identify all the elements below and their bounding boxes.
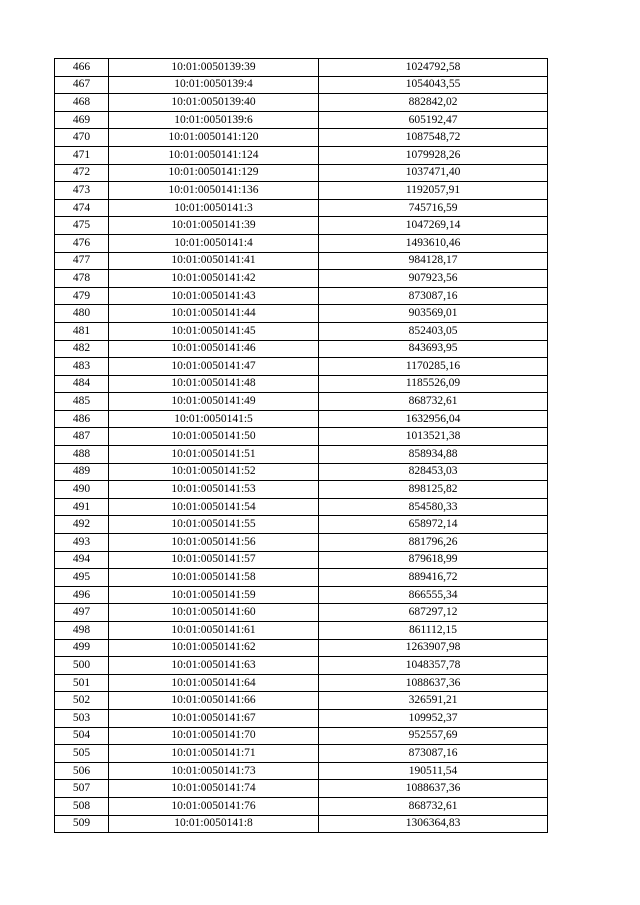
table-row [55, 797, 548, 815]
cadastral-value-cell: 1088637,36 [319, 674, 548, 692]
row-number-cell: 508 [55, 797, 109, 815]
cadastral-value-cell: 866555,34 [319, 586, 548, 604]
cadastral-number-cell: 10:01:0050141:124 [109, 146, 319, 164]
row-number-cell: 478 [55, 270, 109, 288]
cadastral-number-cell: 10:01:0050141:45 [109, 322, 319, 340]
cadastral-number-cell: 10:01:0050141:49 [109, 393, 319, 411]
table-row [55, 358, 548, 376]
cadastral-value-cell: 873087,16 [319, 745, 548, 763]
row-number-cell: 491 [55, 498, 109, 516]
row-number-cell: 472 [55, 164, 109, 182]
table-row [55, 199, 548, 217]
table-row [55, 709, 548, 727]
cadastral-value-cell: 984128,17 [319, 252, 548, 270]
cadastral-value-cell: 881796,26 [319, 534, 548, 552]
cadastral-value-cell: 898125,82 [319, 481, 548, 499]
cadastral-value-cell: 879618,99 [319, 551, 548, 569]
cadastral-number-cell: 10:01:0050141:5 [109, 410, 319, 428]
row-number-cell: 497 [55, 604, 109, 622]
cadastral-number-cell: 10:01:0050141:71 [109, 745, 319, 763]
table-row [55, 59, 548, 77]
cadastral-value-cell: 861112,15 [319, 622, 548, 640]
table-row [55, 287, 548, 305]
table-row [55, 692, 548, 710]
row-number-cell: 506 [55, 762, 109, 780]
table-row [55, 534, 548, 552]
row-number-cell: 502 [55, 692, 109, 710]
cadastral-number-cell: 10:01:0050141:63 [109, 657, 319, 675]
row-number-cell: 466 [55, 59, 109, 77]
cadastral-number-cell: 10:01:0050141:61 [109, 622, 319, 640]
cadastral-number-cell: 10:01:0050141:74 [109, 780, 319, 798]
table-row [55, 234, 548, 252]
row-number-cell: 482 [55, 340, 109, 358]
table-row [55, 375, 548, 393]
cadastral-value-cell: 1493610,46 [319, 234, 548, 252]
table-row [55, 446, 548, 464]
cadastral-value-table [54, 58, 548, 833]
cadastral-value-cell: 1088637,36 [319, 780, 548, 798]
cadastral-number-cell: 10:01:0050141:50 [109, 428, 319, 446]
cadastral-value-cell: 1037471,40 [319, 164, 548, 182]
table-row [55, 217, 548, 235]
cadastral-number-cell: 10:01:0050141:53 [109, 481, 319, 499]
table-body [55, 59, 548, 833]
cadastral-number-cell: 10:01:0050141:120 [109, 129, 319, 147]
table-row [55, 481, 548, 499]
cadastral-value-cell: 952557,69 [319, 727, 548, 745]
cadastral-number-cell: 10:01:0050141:56 [109, 534, 319, 552]
cadastral-number-cell: 10:01:0050141:46 [109, 340, 319, 358]
table-row [55, 182, 548, 200]
cadastral-value-cell: 1306364,83 [319, 815, 548, 833]
cadastral-number-cell: 10:01:0050141:44 [109, 305, 319, 323]
cadastral-number-cell: 10:01:0050139:6 [109, 111, 319, 129]
table-row [55, 428, 548, 446]
cadastral-value-cell: 858934,88 [319, 446, 548, 464]
table-row [55, 604, 548, 622]
cadastral-number-cell: 10:01:0050141:43 [109, 287, 319, 305]
cadastral-number-cell: 10:01:0050141:55 [109, 516, 319, 534]
row-number-cell: 507 [55, 780, 109, 798]
cadastral-number-cell: 10:01:0050141:60 [109, 604, 319, 622]
row-number-cell: 499 [55, 639, 109, 657]
cadastral-number-cell: 10:01:0050141:57 [109, 551, 319, 569]
cadastral-value-cell: 745716,59 [319, 199, 548, 217]
cadastral-value-cell: 903569,01 [319, 305, 548, 323]
cadastral-value-cell: 852403,05 [319, 322, 548, 340]
row-number-cell: 479 [55, 287, 109, 305]
row-number-cell: 509 [55, 815, 109, 833]
row-number-cell: 496 [55, 586, 109, 604]
table-row [55, 780, 548, 798]
row-number-cell: 474 [55, 199, 109, 217]
row-number-cell: 492 [55, 516, 109, 534]
cadastral-value-cell: 1185526,09 [319, 375, 548, 393]
table-row [55, 745, 548, 763]
row-number-cell: 477 [55, 252, 109, 270]
cadastral-value-cell: 658972,14 [319, 516, 548, 534]
row-number-cell: 473 [55, 182, 109, 200]
cadastral-number-cell: 10:01:0050141:70 [109, 727, 319, 745]
cadastral-value-cell: 1632956,04 [319, 410, 548, 428]
cadastral-number-cell: 10:01:0050141:39 [109, 217, 319, 235]
table-row [55, 674, 548, 692]
cadastral-number-cell: 10:01:0050141:59 [109, 586, 319, 604]
row-number-cell: 498 [55, 622, 109, 640]
row-number-cell: 480 [55, 305, 109, 323]
table-row [55, 129, 548, 147]
table-row [55, 762, 548, 780]
cadastral-value-cell: 605192,47 [319, 111, 548, 129]
table-row [55, 569, 548, 587]
cadastral-number-cell: 10:01:0050141:64 [109, 674, 319, 692]
cadastral-value-cell: 843693,95 [319, 340, 548, 358]
cadastral-number-cell: 10:01:0050141:4 [109, 234, 319, 252]
row-number-cell: 500 [55, 657, 109, 675]
table-row [55, 340, 548, 358]
cadastral-number-cell: 10:01:0050141:76 [109, 797, 319, 815]
row-number-cell: 483 [55, 358, 109, 376]
table-row [55, 164, 548, 182]
cadastral-number-cell: 10:01:0050141:136 [109, 182, 319, 200]
table-row [55, 586, 548, 604]
table-row [55, 76, 548, 94]
cadastral-value-cell: 1263907,98 [319, 639, 548, 657]
row-number-cell: 470 [55, 129, 109, 147]
cadastral-value-cell: 889416,72 [319, 569, 548, 587]
cadastral-value-cell: 868732,61 [319, 393, 548, 411]
row-number-cell: 468 [55, 94, 109, 112]
table-row [55, 463, 548, 481]
table-row [55, 639, 548, 657]
cadastral-value-cell: 1024792,58 [319, 59, 548, 77]
table-row [55, 393, 548, 411]
row-number-cell: 490 [55, 481, 109, 499]
row-number-cell: 494 [55, 551, 109, 569]
table-row [55, 551, 548, 569]
cadastral-number-cell: 10:01:0050139:4 [109, 76, 319, 94]
cadastral-number-cell: 10:01:0050141:48 [109, 375, 319, 393]
cadastral-number-cell: 10:01:0050141:52 [109, 463, 319, 481]
cadastral-value-cell: 873087,16 [319, 287, 548, 305]
cadastral-number-cell: 10:01:0050139:39 [109, 59, 319, 77]
cadastral-value-cell: 1079928,26 [319, 146, 548, 164]
cadastral-number-cell: 10:01:0050141:129 [109, 164, 319, 182]
cadastral-value-cell: 109952,37 [319, 709, 548, 727]
cadastral-value-cell: 1087548,72 [319, 129, 548, 147]
cadastral-value-cell: 1054043,55 [319, 76, 548, 94]
row-number-cell: 475 [55, 217, 109, 235]
row-number-cell: 469 [55, 111, 109, 129]
table-row [55, 498, 548, 516]
cadastral-number-cell: 10:01:0050141:66 [109, 692, 319, 710]
cadastral-value-cell: 190511,54 [319, 762, 548, 780]
row-number-cell: 489 [55, 463, 109, 481]
cadastral-value-cell: 868732,61 [319, 797, 548, 815]
row-number-cell: 501 [55, 674, 109, 692]
cadastral-number-cell: 10:01:0050141:58 [109, 569, 319, 587]
cadastral-number-cell: 10:01:0050141:54 [109, 498, 319, 516]
table-row [55, 516, 548, 534]
row-number-cell: 488 [55, 446, 109, 464]
cadastral-number-cell: 10:01:0050141:73 [109, 762, 319, 780]
row-number-cell: 467 [55, 76, 109, 94]
cadastral-number-cell: 10:01:0050141:3 [109, 199, 319, 217]
cadastral-number-cell: 10:01:0050141:62 [109, 639, 319, 657]
cadastral-number-cell: 10:01:0050141:42 [109, 270, 319, 288]
table-row [55, 94, 548, 112]
document-page [54, 58, 548, 833]
table-row [55, 305, 548, 323]
cadastral-value-cell: 907923,56 [319, 270, 548, 288]
cadastral-value-cell: 687297,12 [319, 604, 548, 622]
row-number-cell: 485 [55, 393, 109, 411]
row-number-cell: 481 [55, 322, 109, 340]
cadastral-value-cell: 1047269,14 [319, 217, 548, 235]
table-row [55, 270, 548, 288]
cadastral-number-cell: 10:01:0050139:40 [109, 94, 319, 112]
table-row [55, 622, 548, 640]
cadastral-number-cell: 10:01:0050141:41 [109, 252, 319, 270]
row-number-cell: 505 [55, 745, 109, 763]
table-row [55, 815, 548, 833]
table-row [55, 410, 548, 428]
row-number-cell: 486 [55, 410, 109, 428]
cadastral-value-cell: 882842,02 [319, 94, 548, 112]
table-row [55, 657, 548, 675]
table-row [55, 322, 548, 340]
row-number-cell: 471 [55, 146, 109, 164]
cadastral-value-cell: 1192057,91 [319, 182, 548, 200]
table-row [55, 111, 548, 129]
table-row [55, 252, 548, 270]
cadastral-value-cell: 854580,33 [319, 498, 548, 516]
cadastral-number-cell: 10:01:0050141:8 [109, 815, 319, 833]
cadastral-number-cell: 10:01:0050141:51 [109, 446, 319, 464]
cadastral-number-cell: 10:01:0050141:47 [109, 358, 319, 376]
cadastral-value-cell: 1048357,78 [319, 657, 548, 675]
row-number-cell: 484 [55, 375, 109, 393]
table-row [55, 727, 548, 745]
row-number-cell: 493 [55, 534, 109, 552]
table-row [55, 146, 548, 164]
row-number-cell: 504 [55, 727, 109, 745]
cadastral-value-cell: 828453,03 [319, 463, 548, 481]
row-number-cell: 476 [55, 234, 109, 252]
cadastral-value-cell: 326591,21 [319, 692, 548, 710]
cadastral-number-cell: 10:01:0050141:67 [109, 709, 319, 727]
row-number-cell: 503 [55, 709, 109, 727]
cadastral-value-cell: 1013521,38 [319, 428, 548, 446]
row-number-cell: 487 [55, 428, 109, 446]
cadastral-value-cell: 1170285,16 [319, 358, 548, 376]
row-number-cell: 495 [55, 569, 109, 587]
